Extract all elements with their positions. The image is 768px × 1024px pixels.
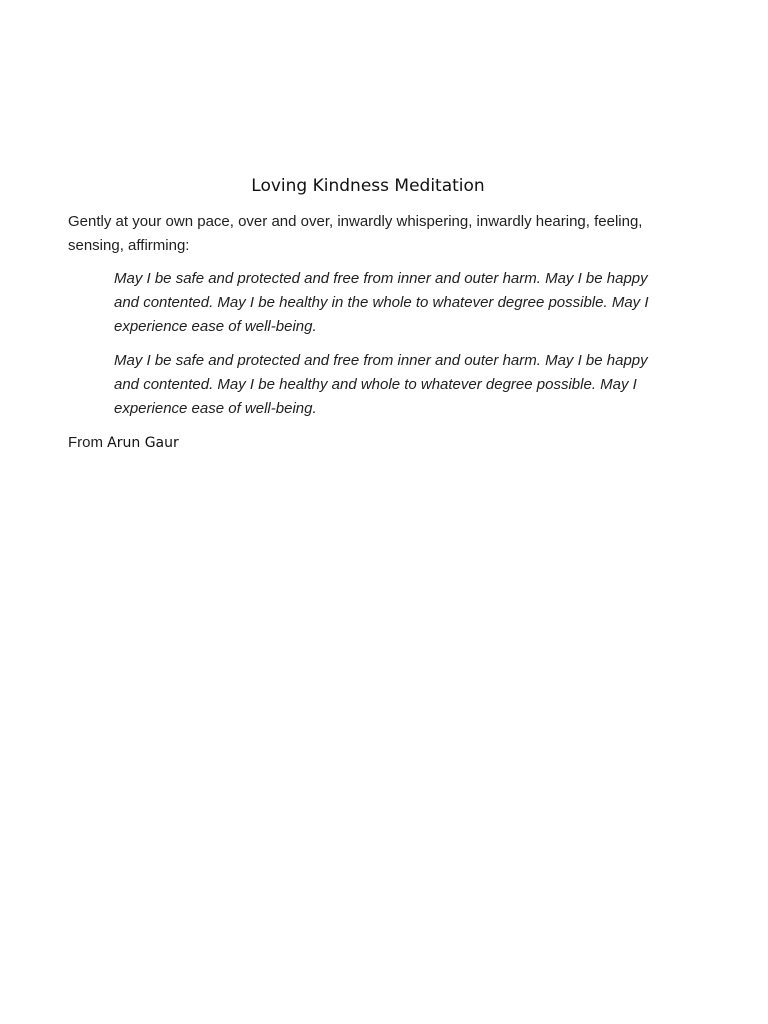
document-title: Loving Kindness Meditation	[251, 176, 485, 196]
attribution-prefix: From	[68, 434, 103, 451]
document-page	[68, 172, 668, 455]
intro-paragraph: Gently at your own pace, over and over, inwardly whispering, inwardly hearing, feeling, sensing, affirming:	[68, 213, 643, 254]
affirmation-paragraph-2: May I be safe and protected and free from inner and outer harm. May I be happy and contented. May I be healthy and whole to whatever degree possible. May I experience ease of well-being.	[114, 352, 648, 417]
author-name: Arun Gaur	[107, 435, 179, 451]
affirmation-paragraph-1: May I be safe and protected and free from inner and outer harm. May I be happy and contented. May I be healthy in the whole to whatever degree possible. May I experience ease of well-being.	[114, 270, 649, 335]
attribution-line	[68, 431, 668, 455]
